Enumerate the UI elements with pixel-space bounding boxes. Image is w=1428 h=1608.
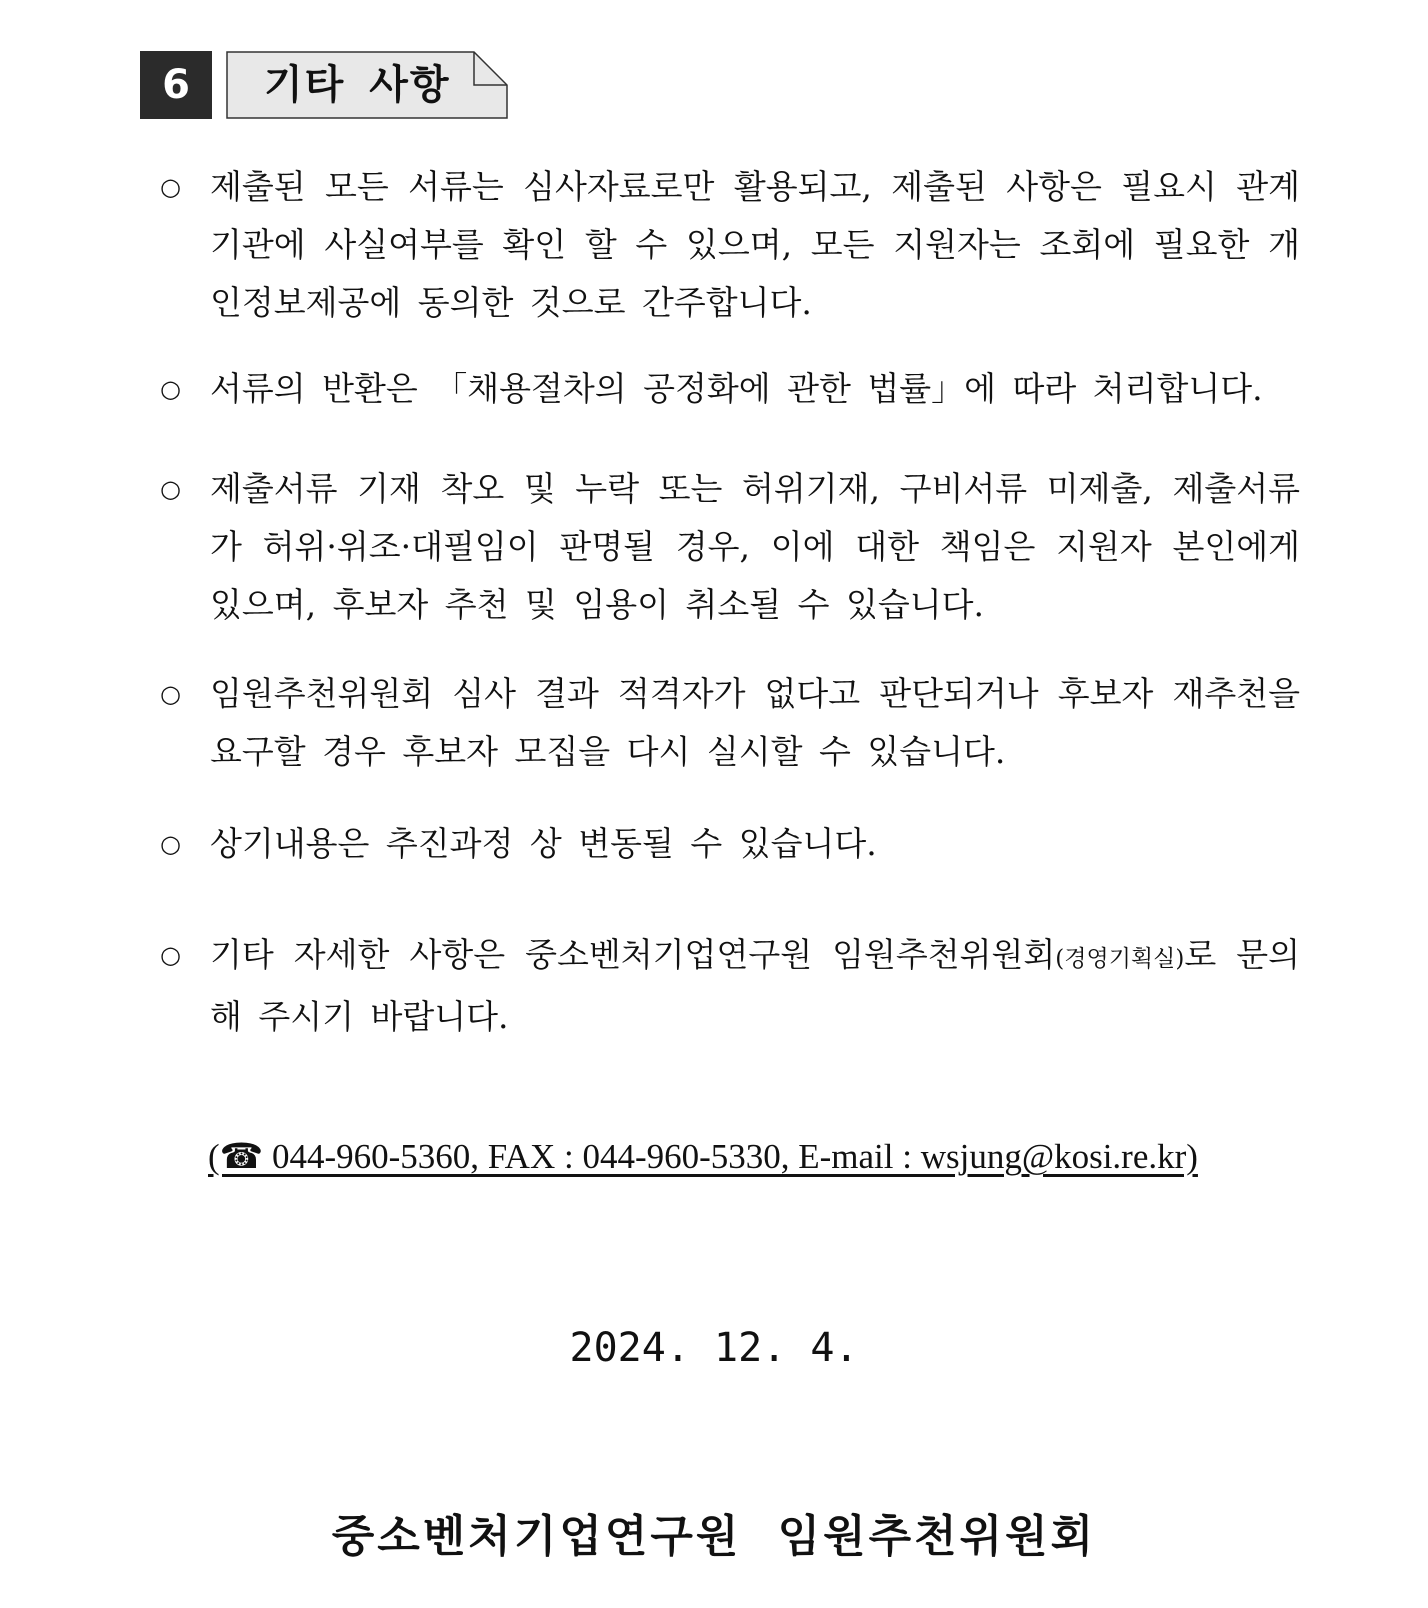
notice-text: 임원추천위원회 심사 결과 적격자가 없다고 판단되거나 후보자 재추천을 요구할 경우 후보자 모집을 다시 실시할 수 있습니다.: [210, 674, 1300, 771]
notice-text: [210, 926, 1300, 1046]
circle-bullet-icon: ○: [160, 475, 181, 503]
section-title: 기타 사항: [264, 62, 451, 108]
section-number: 6: [140, 51, 212, 119]
section-header: [140, 51, 508, 119]
notice-item: [160, 158, 1300, 332]
notice-text: 제출서류 기재 착오 및 누락 또는 허위기재, 구비서류 미제출, 제출서류가 허위·위조·대필임이 판명될 경우, 이에 대한 책임은 지원자 본인에게 있으며, 후보자 추천 및 임용이 취소될 수 있습니다.: [210, 469, 1300, 624]
circle-bullet-icon: ○: [160, 173, 181, 201]
notice-text: 제출된 모든 서류는 심사자료로만 활용되고, 제출된 사항은 필요시 관계기관에 사실여부를 확인 할 수 있으며, 모든 지원자는 조회에 필요한 개인정보제공에 동의한 것으로 간주합니다.: [210, 167, 1300, 322]
notice-item: [160, 665, 1300, 781]
section-title-box: [226, 51, 508, 119]
notice-text: 상기내용은 추진과정 상 변동될 수 있습니다.: [210, 824, 877, 863]
circle-bullet-icon: ○: [160, 680, 181, 708]
notice-text: 서류의 반환은 「채용절차의 공정화에 관한 법률」에 따라 처리합니다.: [210, 369, 1263, 408]
circle-bullet-icon: ○: [160, 375, 181, 403]
contact-info: (☎ 044-960-5360, FAX : 044-960-5330, E-mail : wsjung@kosi.re.kr): [208, 1137, 1198, 1176]
circle-bullet-icon: ○: [160, 830, 181, 858]
notice-item: [160, 360, 1300, 418]
department-note: (경영기획실): [1055, 946, 1185, 972]
notice-text-end: 로 문의해 주시기 바랍니다.: [210, 935, 1301, 1036]
notice-item: [160, 460, 1300, 634]
notice-item: [160, 815, 1300, 873]
notice-item: [160, 926, 1300, 1046]
circle-bullet-icon: ○: [160, 941, 181, 969]
notice-text-main: 기타 자세한 사항은 중소벤처기업연구원 임원추천위원회: [210, 935, 1056, 974]
organization-name: 중소벤처기업연구원 임원추천위원회: [331, 1511, 1097, 1562]
announcement-date: 2024. 12. 4.: [569, 1325, 859, 1371]
